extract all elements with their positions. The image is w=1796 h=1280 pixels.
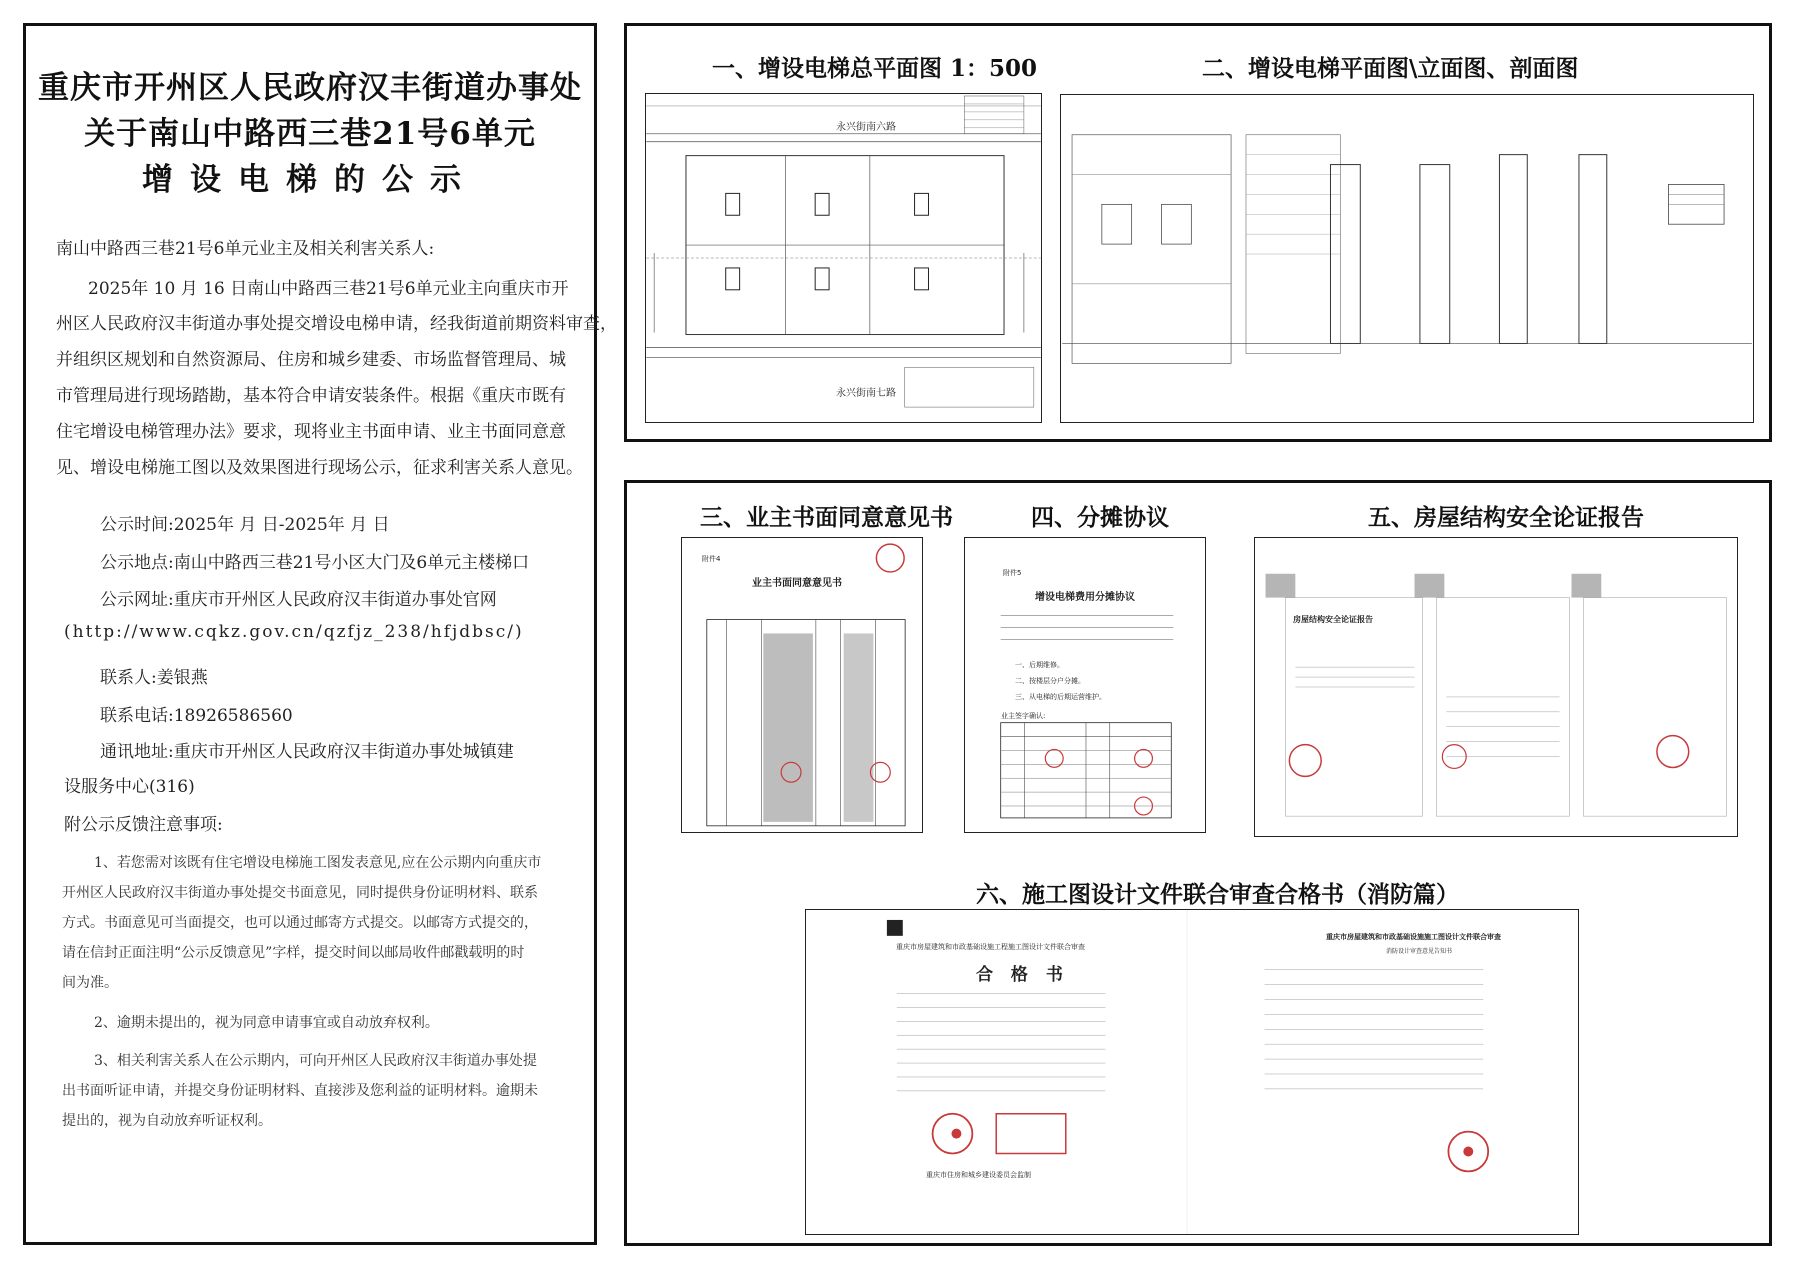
notice-panel xyxy=(23,23,617,1245)
notice-title-line2: 关于南山中路西三巷21号6单元 xyxy=(84,116,536,152)
structural-safety-document xyxy=(1254,537,1738,837)
feedback-line-5: 间为准。 xyxy=(62,975,118,991)
approval-subtitle-right: 消防设计审查意见告知书 xyxy=(1386,948,1453,955)
road-top-label: 永兴街南六路 xyxy=(836,122,896,133)
section-3-title: 三、业主书面同意意见书 xyxy=(700,504,953,531)
consent-title: 业主书面同意意见书 xyxy=(752,578,842,589)
notice-title-line1: 重庆市开州区人民政府汉丰街道办事处 xyxy=(38,70,582,106)
cost-item-2: 二、按楼层分户分摊。 xyxy=(1015,677,1085,685)
notice-title-line3: 增设电梯的公示 xyxy=(142,162,478,198)
feedback-line-4: 请在信封正面注明“公示反馈意见”字样，提交时间以邮局收件邮戳载明的时 xyxy=(62,945,525,961)
section-2-title: 二、增设电梯平面图\立面图、剖面图 xyxy=(1202,55,1579,82)
cost-attachment: 附件5 xyxy=(1003,569,1022,577)
section-4-title: 四、分摊协议 xyxy=(1031,504,1169,531)
cost-signature-label: 业主签字确认: xyxy=(1001,712,1046,720)
notice-website-url[interactable]: (http://www.cqkz.gov.cn/qzfjz_238/hfjdbsc/) xyxy=(64,622,524,642)
body-line-1: 2025年 10 月 16 日南山中路西三巷21号6单元业主向重庆市开 xyxy=(88,279,569,299)
site-plan-drawing xyxy=(645,93,1042,423)
notice-contact: 联系人:姜银燕 xyxy=(100,668,208,688)
site-plan-svg xyxy=(646,94,1041,422)
feedback-line-2: 开州区人民政府汉丰街道办事处提交书面意见，同时提供身份证明材料、联系 xyxy=(62,885,538,901)
notice-address-line2: 设服务中心(316) xyxy=(64,777,195,797)
safety-title: 房屋结构安全论证报告 xyxy=(1293,615,1373,624)
feedback-line-6: 2、逾期未提出的，视为同意申请事宜或自动放弃权利。 xyxy=(94,1015,439,1031)
section-6-title: 六、施工图设计文件联合审查合格书（消防篇） xyxy=(976,881,1459,908)
feedback-line-3: 方式。书面意见可当面提交，也可以通过邮寄方式提交。以邮寄方式提交的， xyxy=(62,915,538,931)
cost-item-1: 一、后期维修。 xyxy=(1015,661,1064,669)
road-bottom-label: 永兴街南七路 xyxy=(836,388,896,399)
documents-box xyxy=(624,480,1772,1246)
approval-bottom: 重庆市住房和城乡建设委员会监制 xyxy=(926,1171,1031,1179)
approval-certificate-document xyxy=(805,909,1579,1235)
elevation-svg xyxy=(1061,95,1753,422)
body-line-4: 市管理局进行现场踏勘，基本符合申请安装条件。根据《重庆市既有 xyxy=(56,386,566,406)
approval-org-left: 重庆市房屋建筑和市政基础设施工程施工图设计文件联合审查 xyxy=(896,943,1085,951)
salutation: 南山中路西三巷21号6单元业主及相关利害关系人: xyxy=(56,239,435,259)
cost-item-3: 三、从电梯的后期运营维护。 xyxy=(1015,693,1106,701)
feedback-line-9: 提出的，视为自动放弃听证权利。 xyxy=(62,1113,272,1129)
body-line-2: 州区人民政府汉丰街道办事处提交增设电梯申请，经我街道前期资料审查， xyxy=(56,314,617,334)
notice-time: 公示时间:2025年 月 日-2025年 月 日 xyxy=(100,515,390,535)
body-line-5: 住宅增设电梯管理办法》要求，现将业主书面申请、业主书面同意意 xyxy=(56,422,566,442)
feedback-title: 附公示反馈注意事项: xyxy=(64,815,223,835)
drawings-box xyxy=(624,23,1772,442)
approval-org-right: 重庆市房屋建筑和市政基础设施施工图设计文件联合审查 xyxy=(1326,933,1501,941)
feedback-line-8: 出书面听证申请，并提交身份证明材料、直接涉及您利益的证明材料。逾期未 xyxy=(62,1083,538,1099)
feedback-line-7: 3、相关利害关系人在公示期内，可向开州区人民政府汉丰街道办事处提 xyxy=(94,1053,537,1069)
section-1-title: 一、增设电梯总平面图 1：500 xyxy=(712,55,1038,82)
notice-address-line1: 通讯地址:重庆市开州区人民政府汉丰街道办事处城镇建 xyxy=(100,742,514,762)
owner-consent-document xyxy=(681,537,923,833)
notice-website-label: 公示网址:重庆市开州区人民政府汉丰街道办事处官网 xyxy=(100,590,497,610)
approval-svg xyxy=(806,910,1578,1234)
cost-title: 增设电梯费用分摊协议 xyxy=(1035,592,1135,603)
cost-sharing-document xyxy=(964,537,1206,833)
safety-svg xyxy=(1255,538,1737,836)
feedback-line-1: 1、若您需对该既有住宅增设电梯施工图发表意见,应在公示期内向重庆市 xyxy=(94,855,542,871)
body-line-3: 并组织区规划和自然资源局、住房和城乡建委、市场监督管理局、城 xyxy=(56,350,566,370)
cost-table-svg xyxy=(965,538,1205,832)
elevation-drawing xyxy=(1060,94,1754,423)
body-line-6: 见、增设电梯施工图以及效果图进行现场公示，征求利害关系人意见。 xyxy=(56,458,583,478)
approval-title: 合 格 书 xyxy=(976,965,1069,985)
section-5-title: 五、房屋结构安全论证报告 xyxy=(1368,504,1644,531)
notice-location: 公示地点:南山中路西三巷21号小区大门及6单元主楼梯口 xyxy=(100,553,530,573)
notice-phone: 联系电话:18926586560 xyxy=(100,706,293,726)
consent-table-svg xyxy=(682,538,922,832)
consent-attachment: 附件4 xyxy=(702,555,721,563)
